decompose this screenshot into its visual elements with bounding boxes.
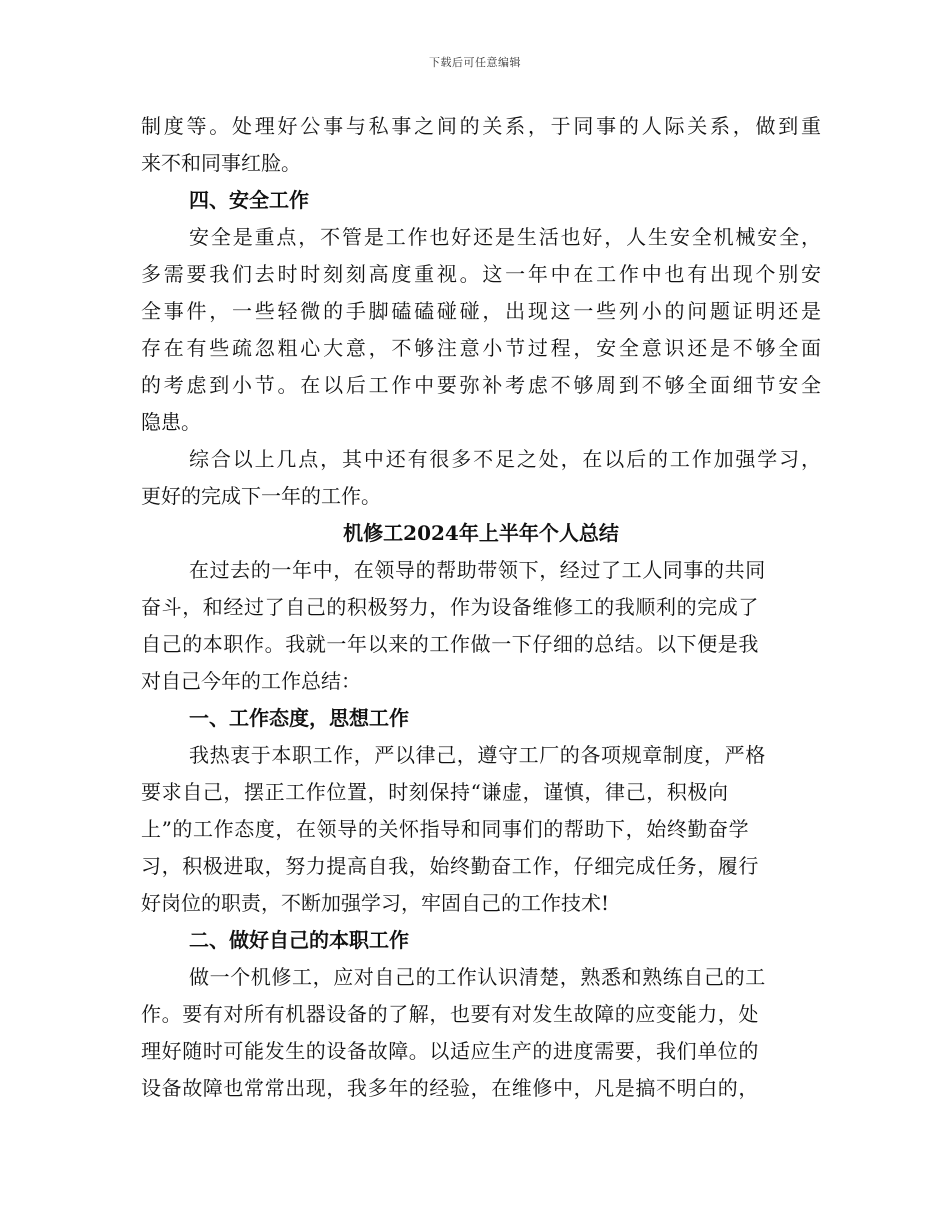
paragraph-line: 存在有些疏忽粗心大意，不够注意小节过程，安全意识还是不够全面 [141, 336, 821, 360]
paragraph-line: 更好的完成下一年的工作。 [141, 484, 381, 508]
section-heading: 一、工作态度，思想工作 [189, 706, 409, 730]
document-body [141, 108, 821, 1107]
paragraph-line: 好岗位的职责，不断加强学习，牢固自己的工作技术! [141, 891, 610, 915]
paragraph-line: 奋斗，和经过了自己的积极努力，作为设备维修工的我顺利的完成了 [141, 595, 759, 619]
paragraph-line: 综合以上几点，其中还有很多不足之处，在以后的工作加强学习， [189, 447, 821, 471]
paragraph-line: 做一个机修工，应对自己的工作认识清楚，熟悉和熟练自己的工 [189, 965, 766, 989]
paragraph-line: 我热衷于本职工作，严以律己，遵守工厂的各项规章制度，严格 [189, 743, 766, 767]
paragraph-line: 在过去的一年中，在领导的帮助带领下，经过了工人同事的共同 [189, 558, 766, 582]
paragraph-line: 理好随时可能发生的设备故障。以适应生产的进度需要，我们单位的 [141, 1039, 759, 1063]
paragraph-line: 设备故障也常常出现，我多年的经验，在维修中，凡是搞不明白的， [141, 1076, 759, 1100]
paragraph-line: 自己的本职作。我就一年以来的工作做一下仔细的总结。以下便是我 [141, 632, 759, 656]
paragraph-line: 全事件，一些轻微的手脚磕磕碰碰，出现这一些列小的问题证明还是 [141, 299, 821, 323]
paragraph-line: 上”的工作态度，在领导的关怀指导和同事们的帮助下，始终勤奋学 [141, 817, 750, 841]
paragraph-line: 的考虑到小节。在以后工作中要弥补考虑不够周到不够全面细节安全 [141, 373, 821, 397]
paragraph-line: 制度等。处理好公事与私事之间的关系，于同事的人际关系，做到重 [141, 114, 821, 138]
paragraph-line: 安全是重点，不管是工作也好还是生活也好，人生安全机械安全， [189, 225, 821, 249]
section-heading: 四、安全工作 [189, 188, 309, 212]
paragraph-line: 对自己今年的工作总结： [141, 669, 361, 693]
section-heading: 二、做好自己的本职工作 [189, 928, 409, 952]
page-header: 下载后可任意编辑 [429, 56, 521, 69]
paragraph-line: 作。要有对所有机器设备的了解，也要有对发生故障的应变能力，处 [141, 1002, 759, 1026]
document-title: 机修工2024年上半年个人总结 [343, 521, 619, 545]
paragraph-line: 来不和同事红脸。 [141, 151, 301, 175]
paragraph-line: 要求自己，摆正工作位置，时刻保持“谦虚，谨慎，律己，积极向 [141, 780, 729, 804]
paragraph-line: 习，积极进取，努力提高自我，始终勤奋工作，仔细完成任务，履行 [141, 854, 759, 878]
paragraph-line: 隐患。 [141, 410, 201, 434]
paragraph-line: 多需要我们去时时刻刻高度重视。这一年中在工作中也有出现个别安 [141, 262, 821, 286]
